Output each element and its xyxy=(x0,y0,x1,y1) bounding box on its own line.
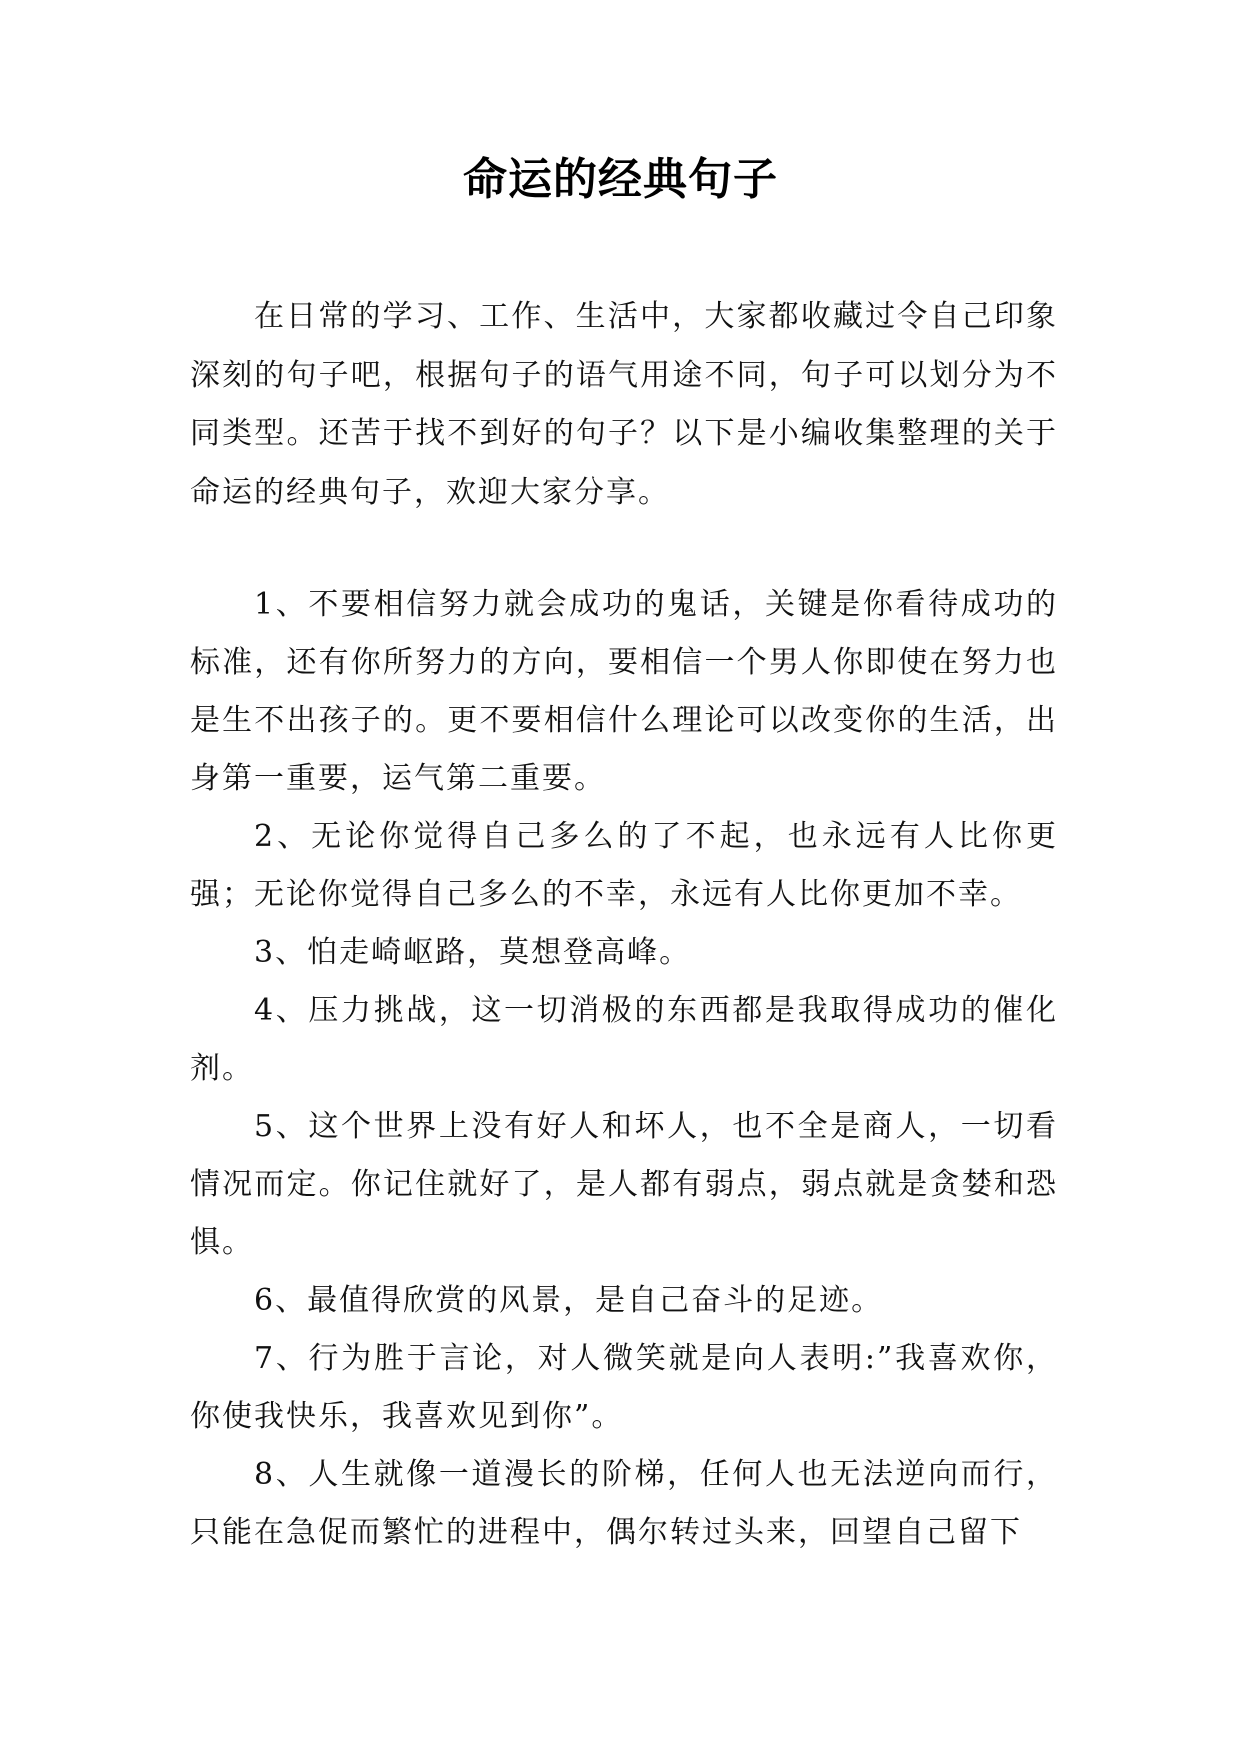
quote-item-2: 2、无论你觉得自己多么的了不起，也永远有人比你更强；无论你觉得自己多么的不幸，永远有人比你更加不幸。 xyxy=(190,819,1058,912)
quote-item-6: 6、最值得欣赏的风景，是自己奋斗的足迹。 xyxy=(254,1283,884,1318)
intro-section xyxy=(190,288,1058,522)
quote-item-1: 1、不要相信努力就会成功的鬼话，关键是你看待成功的标准，还有你所努力的方向，要相信一个男人你即使在努力也是生不出孩子的。更不要相信什么理论可以改变你的生活，出身第一重要，运气第二重要。 xyxy=(190,587,1058,796)
quote-item-4: 4、压力挑战，这一切消极的东西都是我取得成功的催化剂。 xyxy=(190,993,1058,1086)
intro-paragraph: 在日常的学习、工作、生活中，大家都收藏过令自己印象深刻的句子吧，根据句子的语气用途不同，句子可以划分为不同类型。还苦于找不到好的句子？以下是小编收集整理的关于命运的经典句子，欢迎大家分享。 xyxy=(190,299,1058,510)
quote-item-8: 8、人生就像一道漫长的阶梯，任何人也无法逆向而行，只能在急促而繁忙的进程中，偶尔转过头来，回望自己留下 xyxy=(190,1457,1058,1550)
quote-item-7: 7、行为胜于言论，对人微笑就是向人表明:”我喜欢你，你使我快乐，我喜欢见到你”。 xyxy=(190,1341,1058,1434)
quote-list xyxy=(190,576,1058,1562)
quote-item-3: 3、怕走崎岖路，莫想登高峰。 xyxy=(254,935,692,970)
quote-item-5: 5、这个世界上没有好人和坏人，也不全是商人，一切看情况而定。你记住就好了，是人都有弱点，弱点就是贪婪和恐惧。 xyxy=(190,1109,1058,1260)
document-title: 命运的经典句子 xyxy=(463,154,778,205)
